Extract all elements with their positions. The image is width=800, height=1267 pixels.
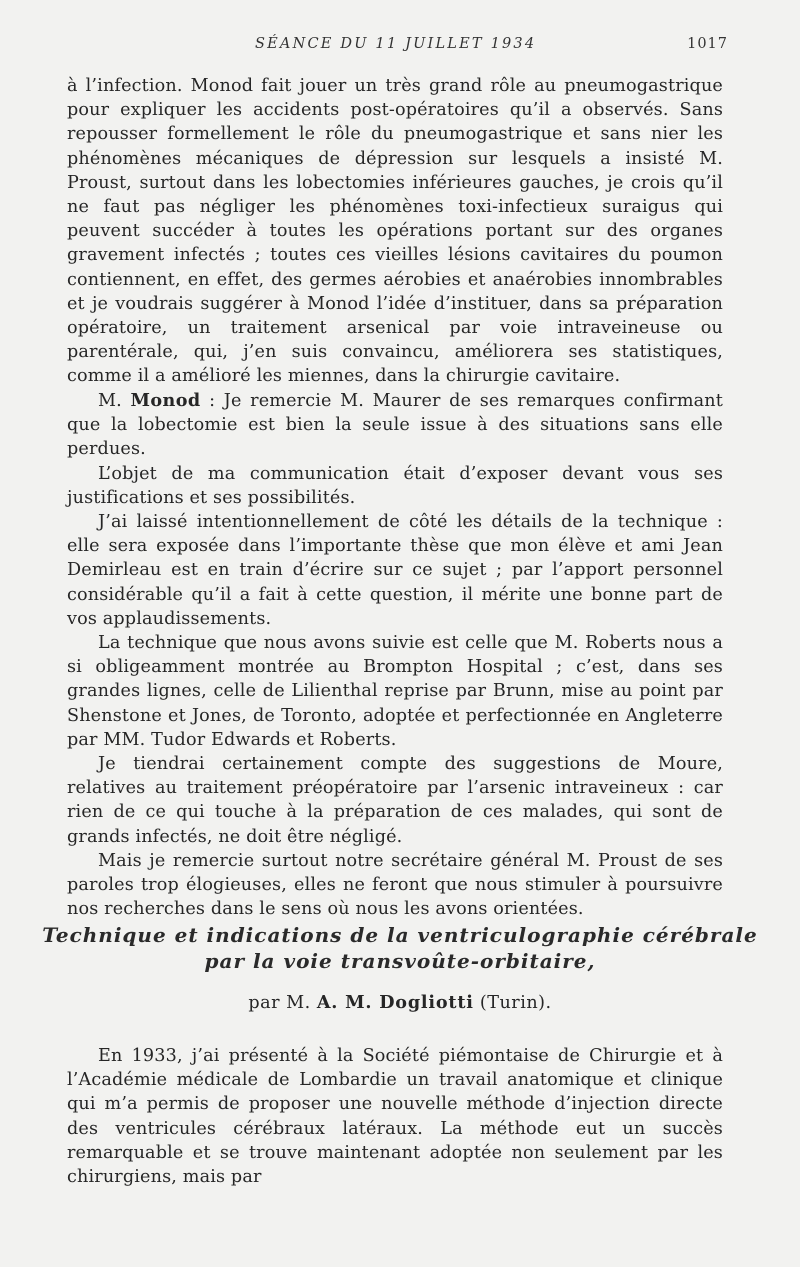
reply-speaker-title: M. [98,391,122,411]
discussion-paragraph: à l’infection. Monod fait jouer un très grand rôle au pneumogastrique pour expliquer les accidents post-opératoires qu’il a observés. Sans repousser formellement le rôle du pneumogastrique et sans nier les phénomènes mécaniques de dépression sur lesquels a insisté M. Proust, surtout dans les lobectomies inférieures gauches, je crois qu’il ne faut pas négliger les phénomènes toxi-infectieux suraigus qui peuvent succéder à toutes les opérations portant sur des organes gravement infectés ; toutes ces vieilles lésions cavitaires du poumon contiennent, en effet, des germes aérobies et anaérobies innombrables et je voudrais suggérer à Monod l’idée d’instituer, dans sa préparation opératoire, un traitement arsenical par voie intraveineuse ou parentérale, qui, j’en suis convaincu, améliorera ses statistiques, comme il a amélioré les miennes, dans la chirurgie cavitaire. [67,76,723,387]
running-title: SÉANCE DU 11 JUILLET 1934 [255,36,537,52]
byline-prefix: par M. [248,993,311,1013]
running-head [0,36,800,58]
byline-affiliation: (Turin). [473,993,552,1013]
reply-intro-text: : Je remercie M. Maurer de ses remarques confirmant que la lobectomie est bien la seule issue à des situations sans elle perdues. [67,391,724,460]
monod-reply [67,389,723,921]
page-number: 1017 [687,36,728,52]
article-opening-paragraph: En 1933, j’ai présenté à la Société piémontaise de Chirurgie et à l’Académie médicale de Lombardie un travail anatomique et clinique qui m’a permis de proposer une nouvelle méthode d’injection directe des ventricules cérébraux latéraux. La méthode eut un succès remarquable et se trouve maintenant adoptée non seulement par les chirurgiens, mais par [67,1046,723,1188]
article-title-line: Technique et indications de la ventriculographie cérébrale [42,923,758,947]
reply-intro-paragraph [67,389,723,462]
article-title [40,922,760,974]
article-title-line: par la voie transvoûte-orbitaire, [204,949,596,973]
discussion-continuation [67,74,723,389]
byline-author: A. M. Dogliotti [316,992,474,1013]
reply-paragraph: Mais je remercie surtout notre secrétaire général M. Proust de ses paroles trop élogieuses, elles ne feront que nous stimuler à poursuivre nos recherches dans le sens où nous les avons orientées. [67,850,723,920]
reply-paragraph: Je tiendrai certainement compte des suggestions de Moure, relatives au traitement préopératoire par l’arsenic intraveineux : car rien de ce qui touche à la préparation de ces malades, qui sont de grands infectés, ne doit être négligé. [67,754,723,847]
article-body [67,1044,723,1189]
reply-paragraph: L’objet de ma communication était d’exposer devant vous ses justifications et ses possibilités. [67,463,723,508]
reply-speaker-name: Monod [130,390,201,411]
reply-paragraph: J’ai laissé intentionnellement de côté les détails de la technique : elle sera exposée dans l’importante thèse que mon élève et ami Jean Demirleau est en train d’écrire sur ce sujet ; par l’apport personnel considérable qu’il a fait à cette question, il mérite une bonne part de vos applaudissements. [67,512,723,629]
reply-paragraph: La technique que nous avons suivie est celle que M. Roberts nous a si obligeamment montrée au Brompton Hospital ; c’est, dans ses grandes lignes, celle de Lilienthal reprise par Brunn, mise au point par Shenstone et Jones, de Toronto, adoptée et perfectionnée en Angleterre par MM. Tudor Edwards et Roberts. [67,633,723,750]
article-byline [0,992,800,1013]
